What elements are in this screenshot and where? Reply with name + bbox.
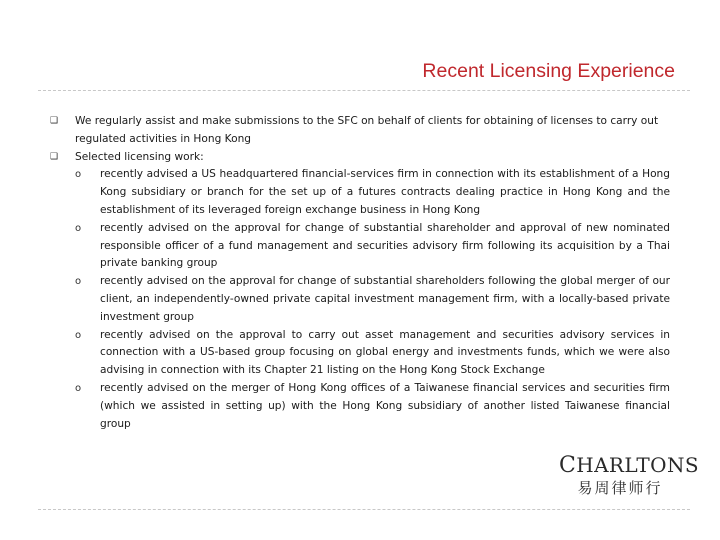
logo-name-rest: HARLTONS <box>576 453 699 477</box>
charltons-logo <box>559 453 699 501</box>
sub-bullet-text: recently advised on the merger of Hong Kong offices of a Taiwanese financial services and securities firm (which we assisted in setting up) with the Hong Kong subsidiary of another listed Taiwanese financial group <box>100 381 670 430</box>
sub-bullet-item <box>75 380 670 433</box>
bullet-marker-icon: ❑ <box>50 116 59 126</box>
bullet-text: Selected licensing work: <box>75 150 204 163</box>
sub-bullet-text: recently advised on the approval to carry out asset management and securities advisory services in connection with a US-based group focusing on global energy and investments funds, which we were also advising in connection with its Chapter 21 listing on the Hong Kong Stock Exchange <box>100 328 670 377</box>
sub-bullet-item <box>75 220 670 273</box>
bullet-item-selected-work <box>50 149 670 434</box>
sub-bullet-marker-icon: o <box>75 329 82 341</box>
sub-bullet-marker-icon: o <box>75 276 82 288</box>
sub-bullet-text: recently advised on the approval for change of substantial shareholders following the global merger of our client, an independently-owned private capital investment management firm, with a locally-based private investment group <box>100 275 670 323</box>
sub-bullet-list <box>75 166 670 433</box>
bullet-text: We regularly assist and make submissions to the SFC on behalf of clients for obtaining of licenses to carry out regulated activities in Hong Kong <box>75 115 659 145</box>
title-divider <box>38 90 690 91</box>
logo-name <box>559 453 699 478</box>
sub-bullet-item <box>75 273 670 326</box>
sub-bullet-item <box>75 327 670 380</box>
sub-bullet-item <box>75 166 670 219</box>
slide-content <box>50 113 670 433</box>
sub-bullet-marker-icon: o <box>75 382 82 394</box>
logo-name-initial: C <box>559 453 577 478</box>
slide-title: Recent Licensing Experience <box>422 60 675 82</box>
sub-bullet-text: recently advised a US headquartered financial-services firm in connection with its establishment of a Hong Kong subsidiary or branch for the set up of a futures contracts dealing practice in Hong Kong and the establishment of its leveraged foreign exchange business in Hong Kong <box>100 168 670 216</box>
bullet-marker-icon: ❑ <box>50 151 59 162</box>
logo-chinese-name: 易周律师行 <box>577 479 663 497</box>
bullet-item-submissions <box>50 113 670 149</box>
sub-bullet-text: recently advised on the approval for change of substantial shareholder and approval of new nominated responsible officer of a fund management and securities advisory firm following its acquisition by a Thai private banking group <box>100 221 670 270</box>
sub-bullet-marker-icon: o <box>75 222 82 234</box>
sub-bullet-marker-icon: o <box>75 169 82 181</box>
footer-divider <box>38 509 690 510</box>
